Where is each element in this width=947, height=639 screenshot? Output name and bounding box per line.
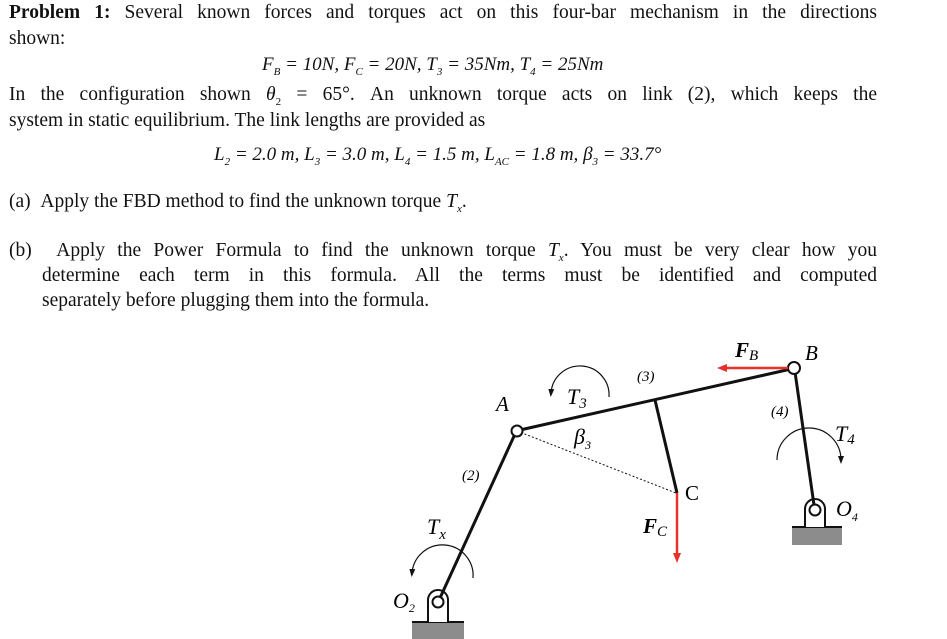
ground-o4 — [792, 527, 842, 545]
pin-o2 — [433, 597, 444, 608]
link-lengths-equation: $L_2 = 2.0$ m, $L_3 = 3.0$ m, $L_4 = 1.5$ m, $L_{AC} = 1.8$ m, $\beta_3 = 33.7^\circ$ — [214, 144, 662, 168]
label-link-4: (4) — [771, 404, 789, 420]
pin-o4 — [810, 505, 821, 516]
label-fc: FC — [643, 514, 668, 540]
problem-title: Problem 1: — [9, 2, 111, 23]
label-fb: FB — [735, 338, 759, 364]
configuration-line1: In the configuration shown $\theta_2 = 65^\circ$. An unknown torque acts on link (2), which keeps the — [9, 84, 878, 108]
label-link-3: (3) — [637, 369, 655, 385]
label-b: B — [805, 341, 818, 365]
part-b-line3: separately before plugging them into the formula. — [42, 290, 430, 311]
joint-a — [512, 426, 523, 437]
link-3 — [520, 369, 791, 430]
torque-t3-arrow — [551, 366, 609, 397]
part-a: (a) Apply the FBD method to find the unknown torque $T_x$. — [9, 191, 467, 215]
link-3-branch-c — [655, 400, 677, 493]
label-c: C — [685, 481, 700, 505]
label-t3: T3 — [567, 384, 587, 412]
link-4 — [795, 372, 814, 505]
label-tx: $T_x$ — [427, 514, 446, 543]
configuration-line2: system in static equilibrium. The link lengths are provided as — [9, 110, 486, 131]
part-b-line2: determine each term in this formula. All the terms must be identified and computed — [42, 265, 877, 286]
joint-b — [788, 362, 800, 374]
given-loads-equation: $F_B = 10N$, $F_C = 20N$, $T_3 = 35Nm$, $T_4 = 25Nm$ — [262, 54, 604, 78]
dashed-line-ac — [517, 431, 676, 493]
label-a: A — [496, 392, 509, 416]
problem-intro-line1: Problem 1: Several known forces and torques act on this four-bar mechanism in the directions — [9, 2, 877, 23]
ground-o2 — [412, 622, 464, 639]
label-link-2: (2) — [462, 468, 480, 484]
label-t4: T4 — [835, 421, 855, 448]
label-o2: O2 — [393, 588, 415, 615]
part-b-line1: (b) Apply the Power Formula to find the unknown torque $T_x$. You must be very clear how you — [9, 240, 878, 264]
link-2 — [440, 434, 515, 598]
problem-intro-line2: shown: — [9, 28, 66, 49]
torque-t4-arrow — [777, 428, 841, 460]
torque-tx-arrow — [412, 545, 473, 578]
label-o4: $O_4$ — [836, 496, 858, 524]
label-beta3: $\beta_3$ — [574, 424, 591, 452]
